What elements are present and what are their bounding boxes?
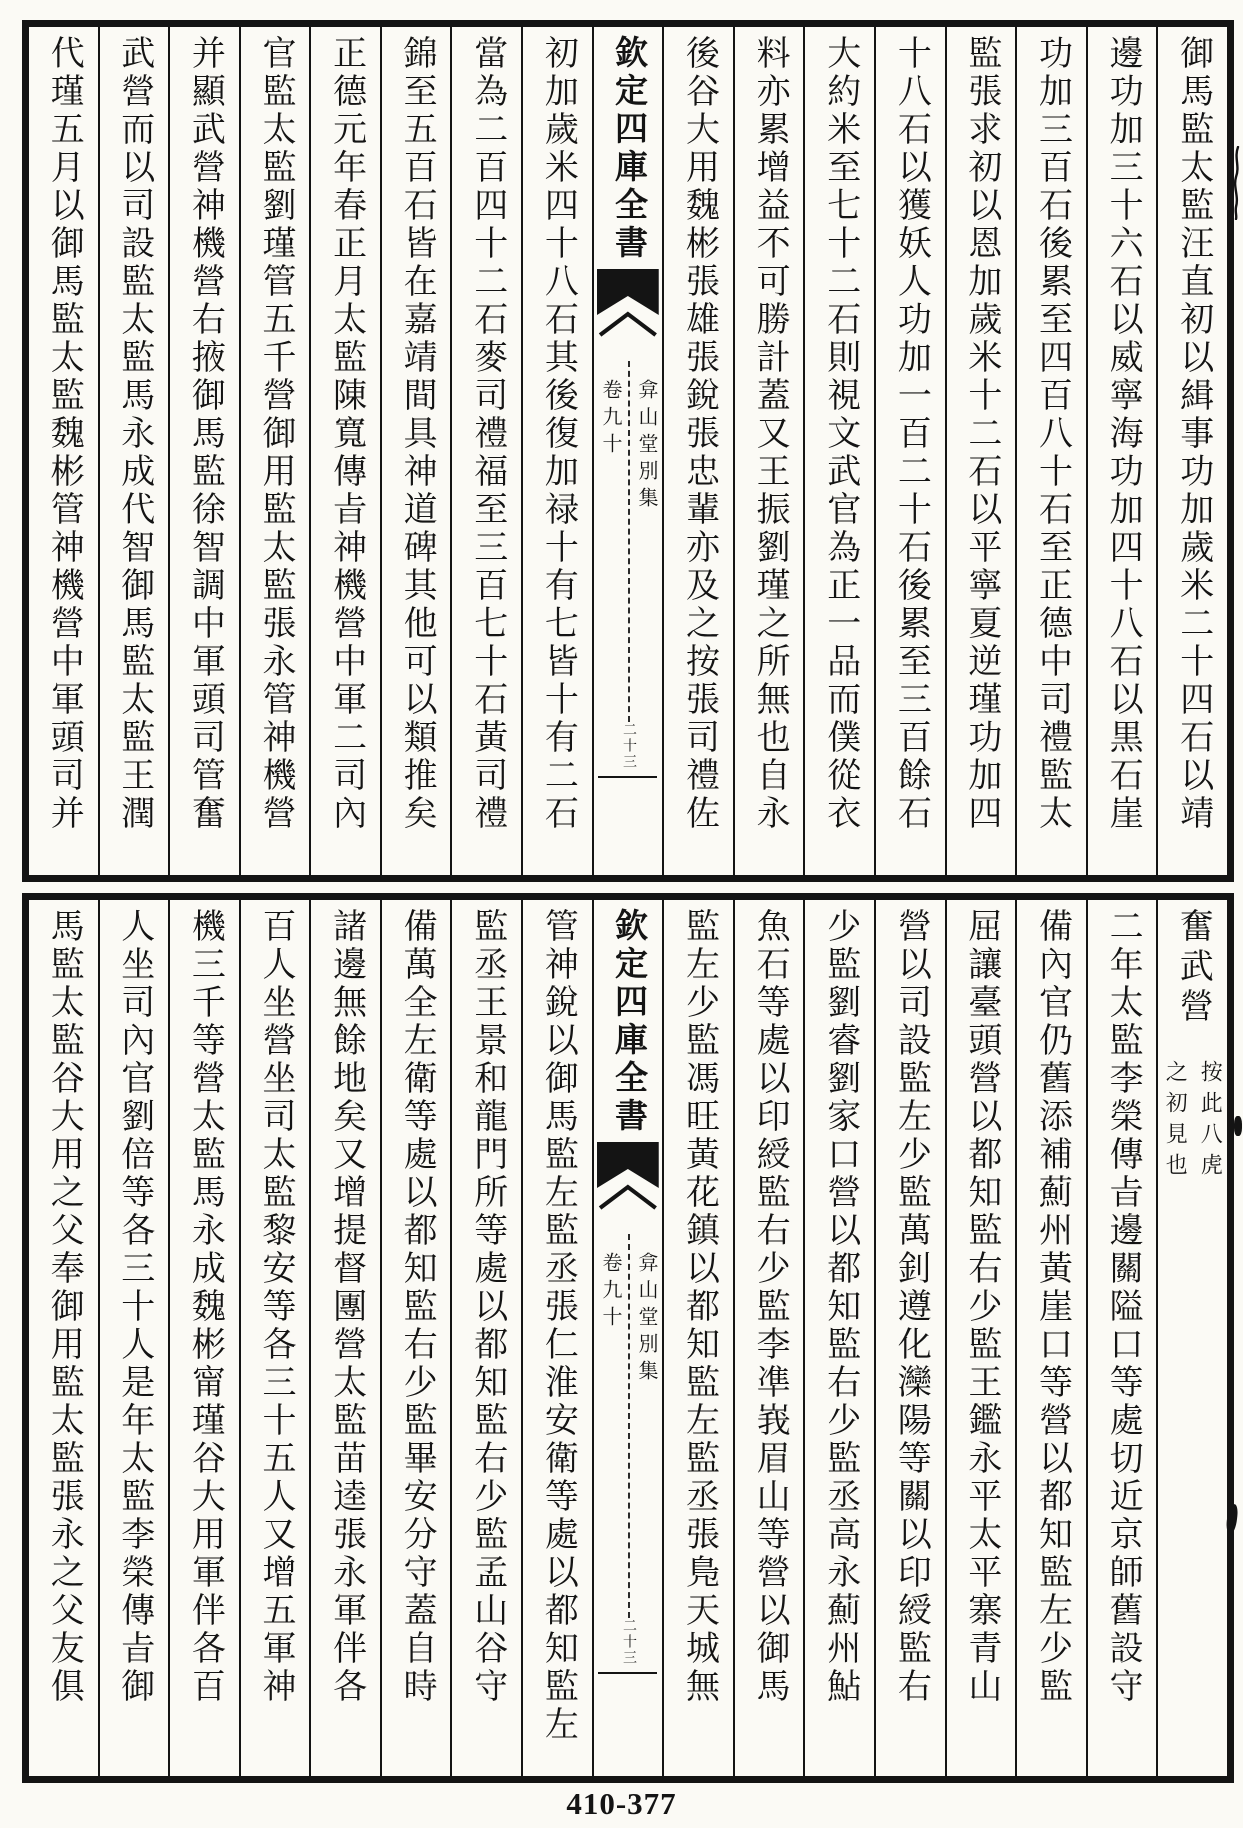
column-text: 人坐司內官劉倍等各三十人是年太監李榮傳㫖御 — [115, 908, 153, 1706]
folio-number: 410-377 — [566, 1786, 677, 1821]
column-text: 錦至五百石皆在嘉靖間具神道碑其他可以類推矣 — [398, 35, 436, 833]
column-text: 當為二百四十二石麥司禮福至三百七十石黃司禮 — [468, 35, 506, 833]
column-text: 少監劉睿劉家口營以都知監右少監丞高永薊州鮎 — [821, 908, 859, 1706]
column-text: 官監太監劉瑾管五千營御用監太監張永管神機營 — [256, 35, 294, 833]
banxin-rule — [598, 776, 657, 778]
text-column — [98, 900, 169, 1776]
column-text: 管神銳以御馬監左監丞張仁淮安衛等處以都知監左 — [539, 908, 577, 1744]
column-text: 初加歲米四十八石其後復加禄十有七皆十有二石 — [539, 35, 577, 833]
text-block-bottom — [22, 893, 1234, 1783]
column-text: 監張求初以恩加歲米十二石以平寧夏逆瑾功加四 — [962, 35, 1000, 833]
section-heading: 奮武營 — [1174, 908, 1212, 1028]
text-column — [380, 900, 451, 1776]
text-column — [1015, 900, 1086, 1776]
book-title: 欽定四庫全書 — [609, 35, 646, 263]
text-column — [168, 900, 239, 1776]
text-column — [1015, 27, 1086, 875]
text-column — [450, 27, 521, 875]
column-text: 監左少監馮旺黃花鎮以都知監左監丞張鳬天城無 — [680, 908, 718, 1706]
text-column — [945, 27, 1016, 875]
banxin-rule — [598, 1672, 657, 1674]
text-column — [521, 900, 592, 1776]
text-column — [803, 27, 874, 875]
column-text: 百人坐營坐司太監黎安等各三十五人又增五軍神 — [256, 908, 294, 1706]
text-column — [945, 900, 1016, 1776]
annotation-note-left: 之初見也 — [1163, 1060, 1189, 1184]
section-heading-area — [1158, 908, 1227, 1028]
column-text: 御馬監太監汪直初以緝事功加歲米二十四石以靖 — [1174, 35, 1212, 833]
text-column — [1086, 900, 1157, 1776]
column-text: 馬監太監谷大用之父奉御用監太監張永之父友俱 — [45, 908, 83, 1706]
column-text: 備內官仍舊添補薊州黃崖口等營以都知監左少監 — [1033, 908, 1071, 1706]
column-text: 料亦累增益不可勝計蓋又王振劉瑾之所無也自永 — [751, 35, 789, 833]
banxin-column — [592, 900, 663, 1776]
juan-label: 卷九十 — [598, 379, 622, 514]
work-title: 弇山堂別集 — [634, 1252, 657, 1387]
column-text: 屈讓臺頭營以都知監右少監王鑑永平太平寨青山 — [962, 908, 1000, 1706]
column-text: 大約米至七十二石則視文武官為正一品而僕從衣 — [821, 35, 859, 833]
fishtail-icon — [597, 1142, 659, 1226]
column-text: 十八石以獲妖人功加一百二十石後累至三百餘石 — [892, 35, 930, 833]
column-text: 功加三百石後累至四百八十石至正德中司禮監太 — [1033, 35, 1071, 833]
text-column — [733, 900, 804, 1776]
book-title: 欽定四庫全書 — [609, 908, 646, 1136]
banxin-column — [592, 27, 663, 875]
banxin-title-area — [594, 908, 663, 1136]
text-column — [29, 27, 98, 875]
ink-speck — [1234, 1116, 1242, 1136]
text-column — [98, 27, 169, 875]
text-column — [450, 900, 521, 1776]
text-column — [309, 900, 380, 1776]
work-title: 弇山堂別集 — [634, 379, 657, 514]
annotation-note — [1158, 1060, 1227, 1184]
column-text: 二年太監李榮傳㫖邊關隘口等處切近京師舊設守 — [1104, 908, 1142, 1706]
column-text: 後谷大用魏彬張雄張銳張忠輩亦及之按張司禮佐 — [680, 35, 718, 833]
leaf-number: 二十三 — [618, 722, 638, 770]
leaf-number-area — [594, 722, 663, 770]
text-column — [803, 900, 874, 1776]
section-heading-column — [1156, 900, 1227, 1776]
text-column — [29, 900, 98, 1776]
text-column — [874, 900, 945, 1776]
column-text: 諸邊無餘地矣又增提督團營太監苗逵張永軍伴各 — [327, 908, 365, 1706]
column-text: 并顯武營神機營右掖御馬監徐智調中軍頭司管奮 — [186, 35, 224, 833]
text-column — [1086, 27, 1157, 875]
text-column — [380, 27, 451, 875]
text-column — [662, 27, 733, 875]
banxin-subtitles — [594, 379, 663, 514]
banxin-title-area — [594, 35, 663, 263]
column-text: 代瑾五月以御馬監太監魏彬管神機營中軍頭司并 — [45, 35, 83, 833]
juan-label: 卷九十 — [598, 1252, 622, 1387]
text-column — [521, 27, 592, 875]
banxin-subtitles — [594, 1252, 663, 1387]
column-text: 備萬全左衛等處以都知監右少監畢安分守蓋自時 — [398, 908, 436, 1706]
column-text: 魚石等處以印綬監右少監李凖峩眉山等營以御馬 — [751, 908, 789, 1706]
column-text: 邊功加三十六石以威寧海功加四十八石以黒石崖 — [1104, 35, 1142, 833]
text-block-top — [22, 20, 1234, 882]
text-column — [239, 900, 310, 1776]
column-text: 營以司設監左少監萬釗遵化灤陽等關以印綬監右 — [892, 908, 930, 1706]
margin-mark-icon — [1231, 146, 1243, 220]
column-text: 機三千等營太監馬永成魏彬甯瑾谷大用軍伴各百 — [186, 908, 224, 1706]
column-text: 正德元年春正月太監陳寬傳㫖神機營中軍二司內 — [327, 35, 365, 833]
column-text: 武營而以司設監太監馬永成代智御馬監太監王潤 — [115, 35, 153, 833]
text-column — [239, 27, 310, 875]
text-column — [733, 27, 804, 875]
text-column — [1156, 27, 1227, 875]
fishtail-icon — [597, 269, 659, 353]
text-column — [662, 900, 733, 1776]
column-text: 監丞王景和龍門所等處以都知監右少監孟山谷守 — [468, 908, 506, 1706]
annotation-note-right: 按此八虎 — [1198, 1060, 1224, 1184]
text-column — [874, 27, 945, 875]
text-column — [168, 27, 239, 875]
text-column — [309, 27, 380, 875]
leaf-number: 二十三 — [618, 1618, 638, 1666]
leaf-number-area — [594, 1618, 663, 1666]
